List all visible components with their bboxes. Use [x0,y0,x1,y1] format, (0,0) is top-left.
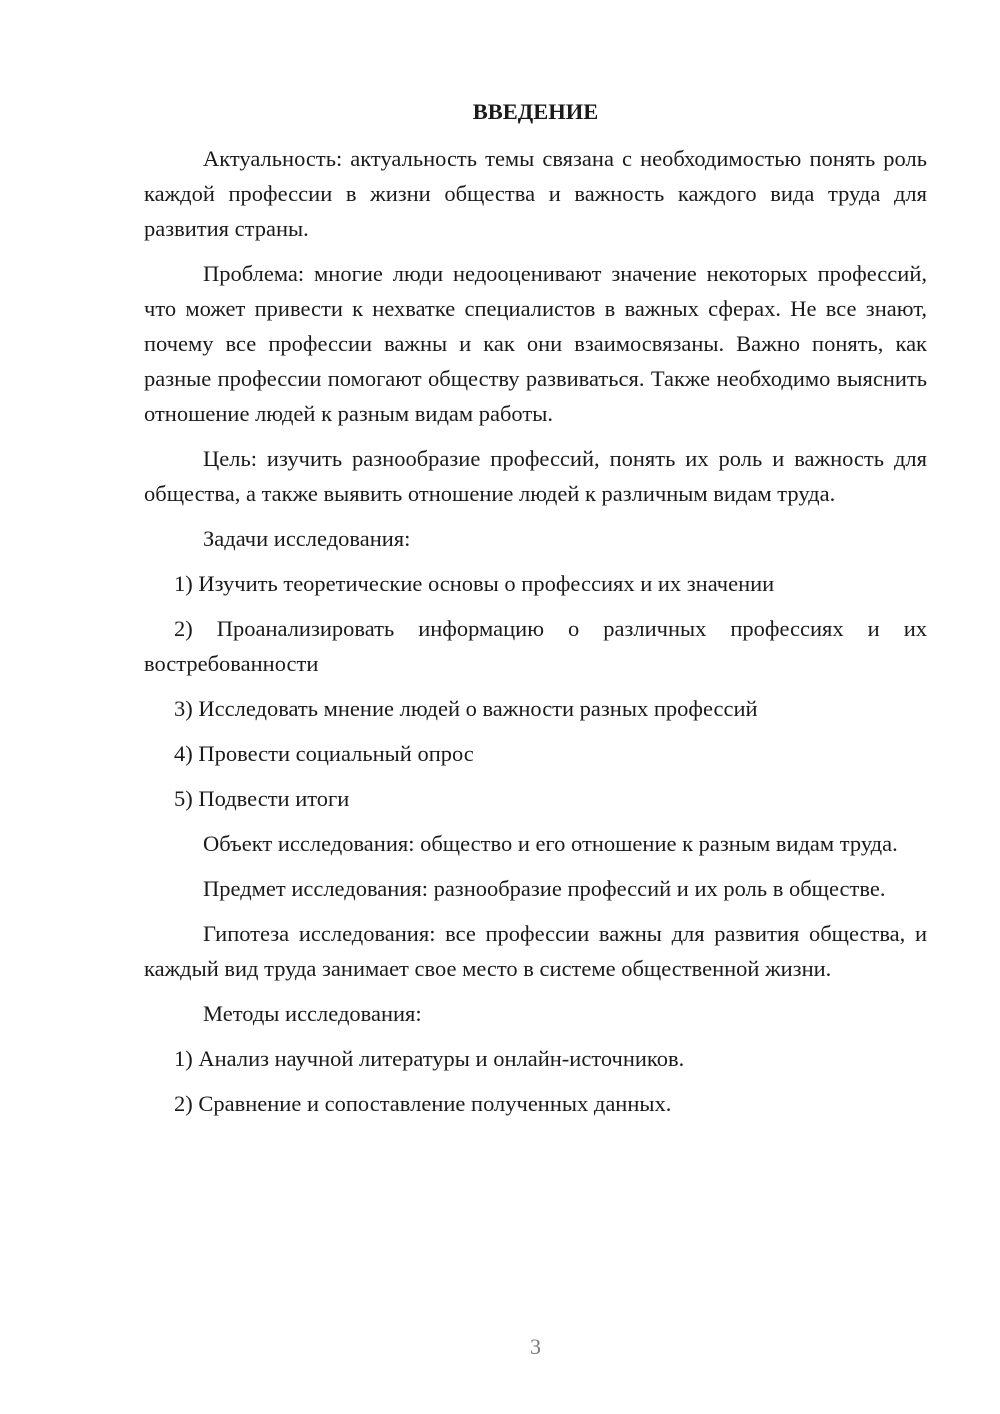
page-title: ВВЕДЕНИЕ [472,99,599,124]
object-paragraph: Объект исследования: общество и его отношение к разным видам труда. [203,831,898,856]
task-item-5: 5) Подвести итоги [174,786,350,811]
method-item-1: 1) Анализ научной литературы и онлайн-источников. [174,1046,685,1071]
methods-title: Методы исследования: [203,1001,422,1026]
task-item-1: 1) Изучить теоретические основы о профессиях и их значении [174,571,775,596]
document-body [144,94,927,1131]
hypothesis-paragraph: Гипотеза исследования: все профессии важны для развития общества, и каждый вид труда занимает свое место в системе общественной жизни. [144,921,927,981]
task-item-3: 3) Исследовать мнение людей о важности разных профессий [174,696,758,721]
subject-paragraph: Предмет исследования: разнообразие профессий и их роль в обществе. [203,876,886,901]
tasks-title: Задачи исследования: [203,526,411,551]
relevance-paragraph: Актуальность: актуальность темы связана с необходимостью понять роль каждой профессии в жизни общества и важность каждого вида труда для развития страны. [144,146,927,241]
problem-paragraph: Проблема: многие люди недооценивают значение некоторых профессий, что может привести к нехватке специалистов в важных сферах. Не все знают, почему все профессии важны и как они взаимосвязаны. Важно понять, как разные профессии помогают обществу развиваться. Также необходимо выяснить отношение людей к разным видам работы. [144,261,927,426]
method-item-2: 2) Сравнение и сопоставление полученных данных. [174,1091,672,1116]
task-item-2: 2) Проанализировать информацию о различных профессиях и их востребованности [144,616,927,676]
task-item-4: 4) Провести социальный опрос [174,741,474,766]
page-number: 3 [530,1334,541,1359]
goal-paragraph: Цель: изучить разнообразие профессий, понять их роль и важность для общества, а также выявить отношение людей к различным видам труда. [144,446,927,506]
